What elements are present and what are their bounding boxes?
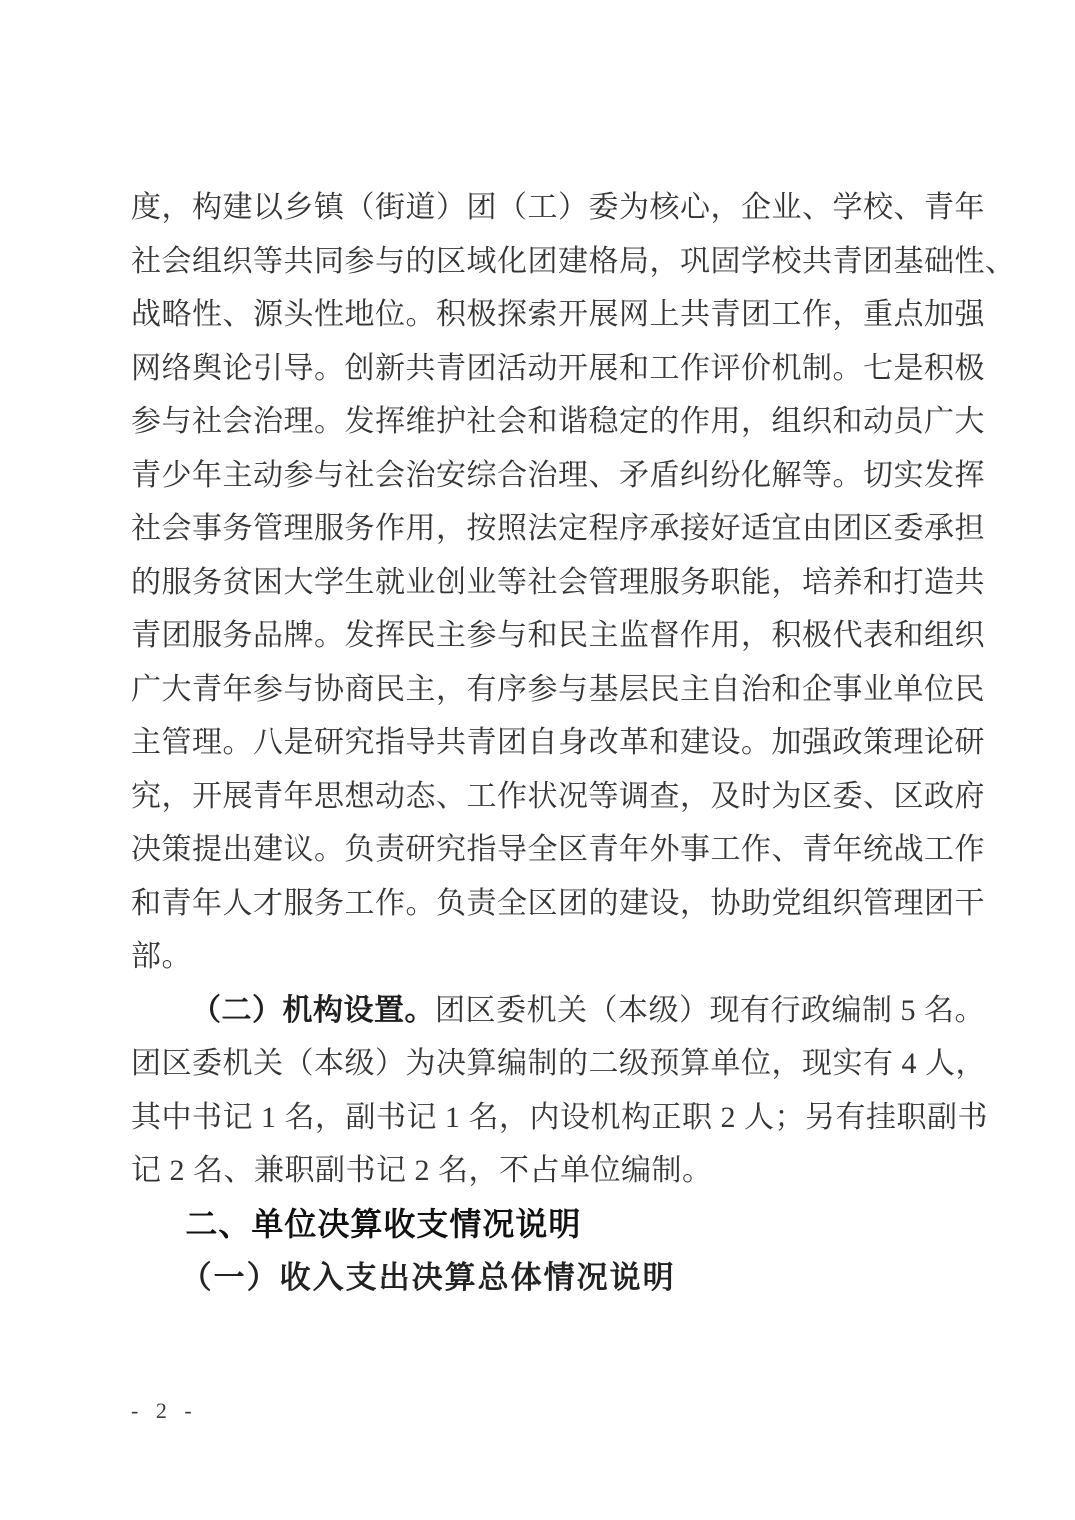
document-body xyxy=(131,181,1016,1305)
body-line: 的服务贫困大学生就业创业等社会管理服务职能，培养和打造共 xyxy=(131,565,985,599)
body-line: 社会事务管理服务作用，按照法定程序承接好适宜由团区委承担 xyxy=(131,512,985,545)
body-line: 青团服务品牌。发挥民主参与和民主监督作用，积极代表和组织 xyxy=(131,619,985,652)
body-line: 主管理。八是研究指导共青团自身改革和建设。加强政策理论研 xyxy=(131,726,985,759)
body-line: 记 2 名、兼职副书记 2 名，不占单位编制。 xyxy=(131,1154,713,1187)
body-line: 其中书记 1 名，副书记 1 名，内设机构正职 2 人；另有挂职副书 xyxy=(131,1100,988,1134)
page-number: - 2 - xyxy=(131,1398,198,1423)
body-line: 青少年主动参与社会治安综合治理、矛盾纠纷化解等。切实发挥 xyxy=(131,458,985,492)
para2-first-line xyxy=(131,984,985,1038)
body-line: 和青年人才服务工作。负责全区团的建设，协助党组织管理团干 xyxy=(131,886,985,920)
body-line: 究，开展青年思想动态、工作状况等调查，及时为区委、区政府 xyxy=(131,779,985,813)
body-line: 网络舆论引导。创新共青团活动开展和工作评价机制。七是积极 xyxy=(131,351,985,385)
subsection-heading: （一）收入支出决算总体情况说明 xyxy=(180,1260,676,1295)
para2-first-line-rest: 团区委机关（本级）现有行政编制 5 名。 xyxy=(435,993,985,1027)
body-line: 广大青年参与协商民主，有序参与基层民主自治和企事业单位民 xyxy=(131,672,985,706)
body-line: 决策提出建议。负责研究指导全区青年外事工作、青年统战工作 xyxy=(131,833,985,866)
section-heading: 二、单位决算收支情况说明 xyxy=(185,1205,582,1242)
body-line: 参与社会治理。发挥维护社会和谐稳定的作用，组织和动员广大 xyxy=(131,405,985,438)
body-line: 度，构建以乡镇（街道）团（工）委为核心，企业、学校、青年 xyxy=(131,191,985,224)
para2-bold-lead: （二）机构设置。 xyxy=(191,993,435,1027)
body-line: 战略性、源头性地位。积极探索开展网上共青团工作，重点加强 xyxy=(131,298,985,331)
body-line: 部。 xyxy=(131,940,192,973)
body-line: 社会组织等共同参与的区域化团建格局，巩固学校共青团基础性、 xyxy=(131,244,1016,278)
body-line: 团区委机关（本级）为决算编制的二级预算单位，现实有 4 人， xyxy=(131,1047,986,1080)
